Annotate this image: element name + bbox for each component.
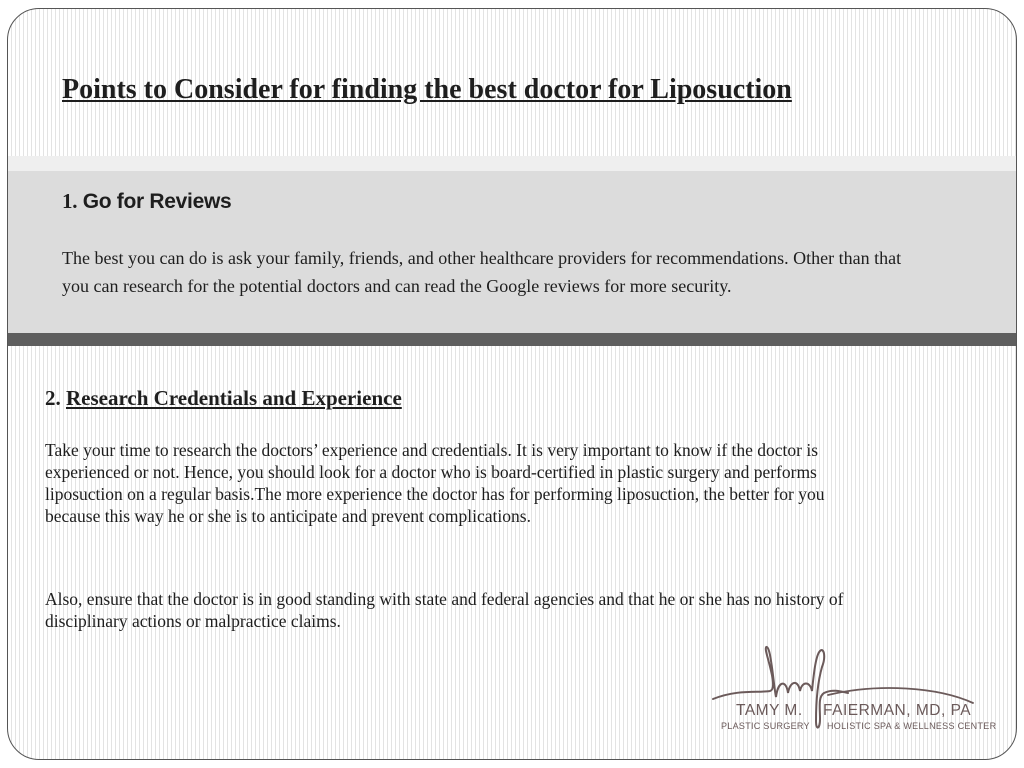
section-2-body-1: Take your time to research the doctors’ experience and credentials. It is very important to know if the doctor is experienced or not. Hence, you should look for a doctor who is board-certified in plastic surgery and performs liposuction on a regular basis.The more experience the doctor has for performing liposuction, the better for you because this way he or she is to anticipate and prevent complications. <box>45 440 825 526</box>
band-top-highlight <box>8 156 1016 172</box>
section-1-heading-text: Go for Reviews <box>82 190 232 213</box>
slide <box>7 8 1017 760</box>
slide-title: Points to Consider for finding the best doctor for Liposuction <box>62 74 792 105</box>
clinic-logo <box>708 641 998 741</box>
logo-tagline-right: HOLISTIC SPA & WELLNESS CENTER <box>827 721 997 731</box>
section-2-body-2: Also, ensure that the doctor is in good standing with state and federal agencies and that he or she has no history of disciplinary actions or malpractice claims. <box>45 589 844 631</box>
section-1-heading <box>62 189 231 214</box>
section-2-number: 2. <box>45 386 61 410</box>
band-divider <box>8 333 1016 346</box>
logo-name-right: FAIERMAN, MD, PA <box>823 702 972 719</box>
section-2-heading-text: Research Credentials and Experience <box>66 386 402 410</box>
logo-name-left: TAMY M. <box>736 702 803 719</box>
section-1-number: 1. <box>62 189 78 213</box>
section-2-heading <box>45 386 402 411</box>
section-1-body: The best you can do is ask your family, friends, and other healthcare providers for recommendations. Other than that you can research for the potential doctors and can read the Google reviews for more security. <box>62 248 902 296</box>
logo-tagline-left: PLASTIC SURGERY <box>721 721 810 731</box>
